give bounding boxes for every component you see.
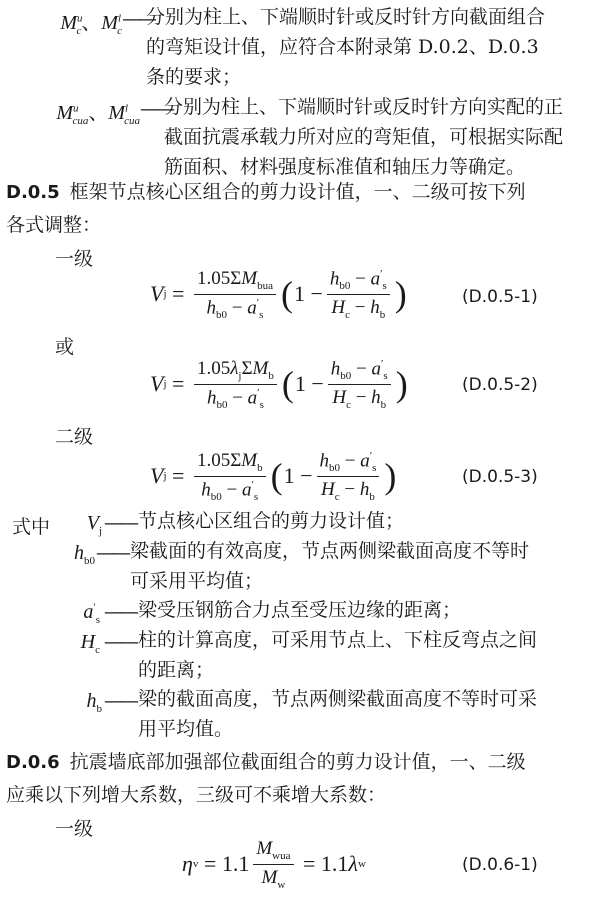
symbol-mc: $M^u_c$、$M^l_c$ [60,12,122,37]
equation-d06-1: η v = 1.1 $\frac{M_{wua}}{M_w}$ = 1.1 λ w [182,838,366,891]
equation-d05-3: V j = $\frac{1.05\Sigma M_b}{h_{b0} - a'_s}$ ( 1 − $\frac{h_{b0} - a'_s}{H_c - h_b}$ ) [150,450,397,503]
def-mc-text: 分别为柱上、下端顺时针或反时针方向截面组合 的弯矩设计值，应符合本附录第 D.0.2、D.0.3 条的要求； [146,6,546,88]
symbol-as: $a'_s$ [83,601,100,626]
dash: —— [140,98,172,120]
def-mcua-text: 分别为柱上、下端顺时针或反时针方向实配的正 截面抗震承载力所对应的弯矩值，可根据实际配 筋面积、材料强度标准值和轴压力等确定。 [164,96,564,178]
symbol-hc: $H_c$ [80,631,100,656]
symbol-vj: $V_j$ [86,512,102,537]
eqnum-1: (D.0.5-1) [462,287,538,307]
clause-d06: D.0.6 抗震墙底部加强部位截面组合的剪力设计值，一、二级 应乘以下列增大系数，三级可不乘增大系数： [6,751,526,806]
eqnum-2: (D.0.5-2) [462,375,538,395]
dash: —— [122,8,154,30]
clause-d05: D.0.5 框架节点核心区组合的剪力设计值，一、二级可按下列 各式调整： [6,181,526,236]
label-grade2: 二级 [55,426,94,448]
label-or: 或 [55,336,75,358]
eqnum-3: (D.0.5-3) [462,467,538,487]
symbol-mcua: $M^u_{cua}$、$M^l_{cua}$ [56,102,140,127]
symbol-hb: $h_b$ [86,690,102,715]
where-label: 式中 [12,516,51,538]
label-grade1-d06: 一级 [55,818,94,840]
eqnum-6: (D.0.6-1) [462,855,538,875]
label-grade1: 一级 [55,248,94,270]
symbol-hb0: $h_{b0}$ [74,542,95,567]
equation-d05-1: V j = $\frac{1.05\Sigma M_{bua}}{h_{b0} - a'_s}$ ( 1 − $\frac{h_{b0} - a'_s}{H_c - h_b}$ ) [150,268,407,321]
equation-d05-2: V j = $\frac{1.05\lambda_j\Sigma M_b}{h_{b0} - a'_s}$ ( 1 − $\frac{h_{b0} - a'_s}{H_c - h_b}$ ) [150,358,408,411]
